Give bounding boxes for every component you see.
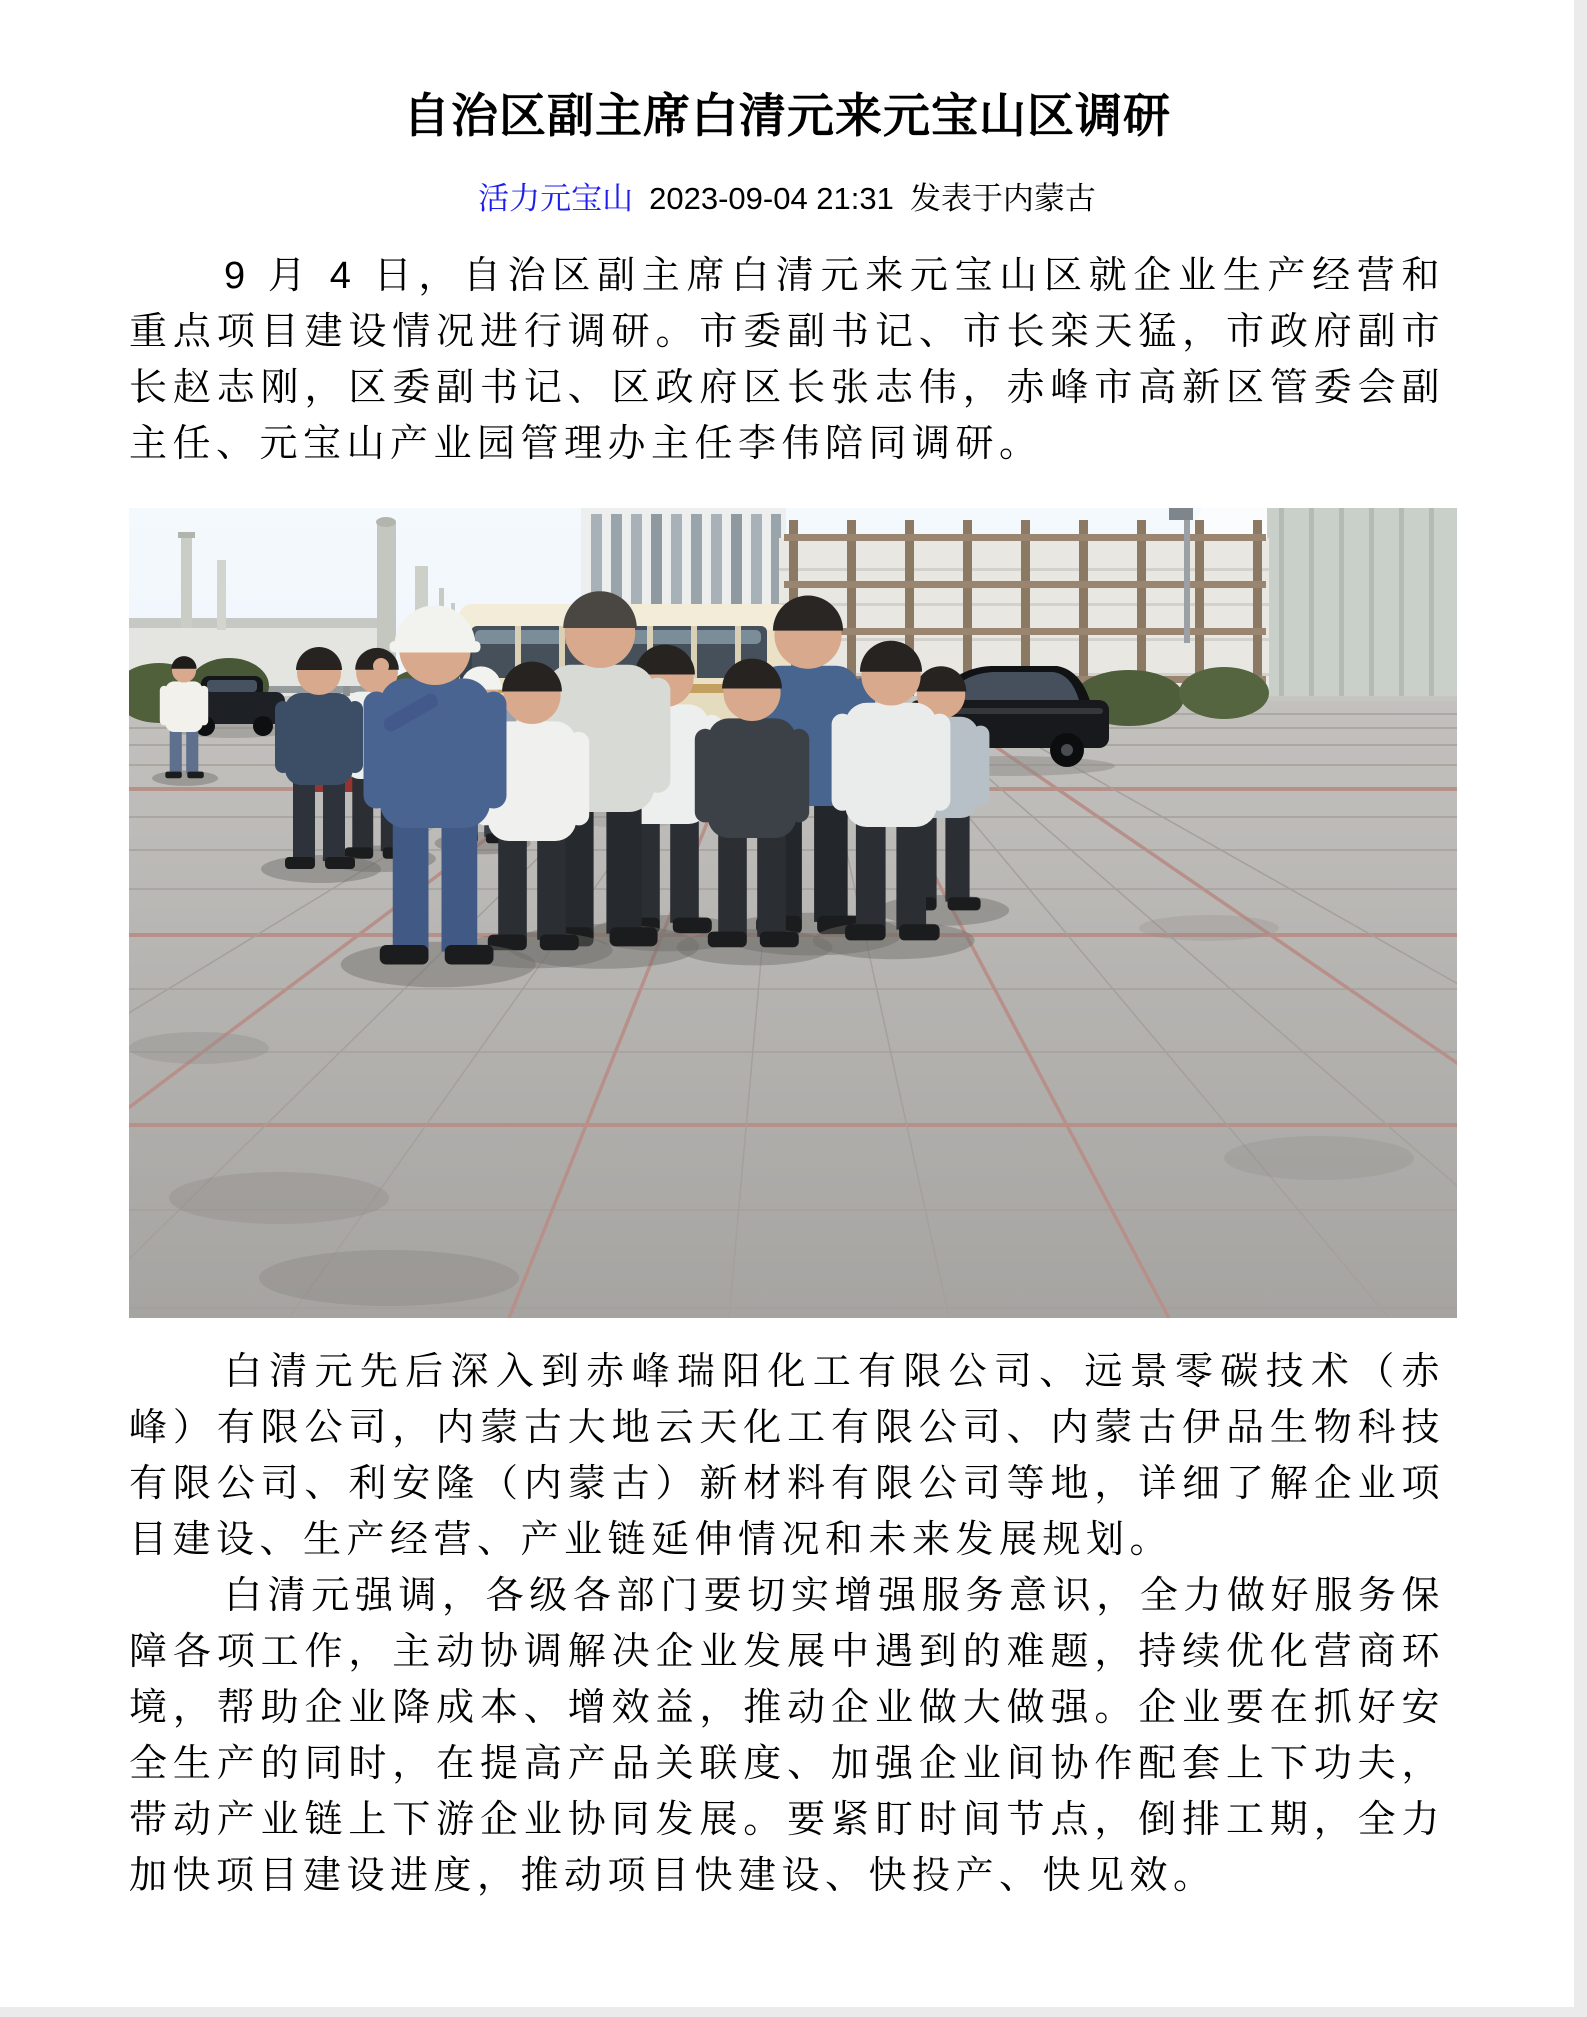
photo-scene — [129, 508, 1457, 1318]
article-title: 自治区副主席白清元来元宝山区调研 — [403, 89, 1171, 142]
building-far-right — [1267, 508, 1457, 720]
body-paragraph-3: 白清元强调，各级各部门要切实增强服务意识，全力做好服务保障各项工作，主动协调解决企业发展中遇到的难题，持续优化营商环境，帮助企业降成本、增效益，推动企业做大做强。企业要在抓好安全生产的同时，在提高产品关联度、加强企业间协作配套上下功夫，带动产业链上下游企业协同发展。要紧盯时间节点，倒排工期，全力加快项目建设进度，推动项目快建设、快投产、快见效。 — [129, 1575, 1445, 1897]
body-paragraph-2: 白清元先后深入到赤峰瑞阳化工有限公司、远景零碳技术（赤峰）有限公司，内蒙古大地云天化工有限公司、内蒙古伊品生物科技有限公司、利安隆（内蒙古）新材料有限公司等地，详细了解企业项目建设、生产经营、产业链延伸情况和未来发展规划。 — [129, 1351, 1445, 1561]
article-byline — [129, 180, 1445, 218]
publish-location: 发表于内蒙古 — [909, 181, 1096, 216]
article-content — [0, 86, 1574, 1904]
article-photo[interactable] — [129, 508, 1457, 1318]
body-paragraph-1: 9 月 4 日，自治区副主席白清元来元宝山区就企业生产经营和重点项目建设情况进行调研。市委副书记、市长栾天猛，市政府副市长赵志刚，区委副书记、区政府区长张志伟，赤峰市高新区管委会副主任、元宝山产业园管理办主任李伟陪同调研。 — [129, 255, 1445, 465]
publish-datetime: 2023-09-04 21:31 — [649, 181, 894, 216]
coverall-worker-hand — [373, 658, 389, 674]
source-account-link[interactable]: 活力元宝山 — [478, 181, 634, 216]
